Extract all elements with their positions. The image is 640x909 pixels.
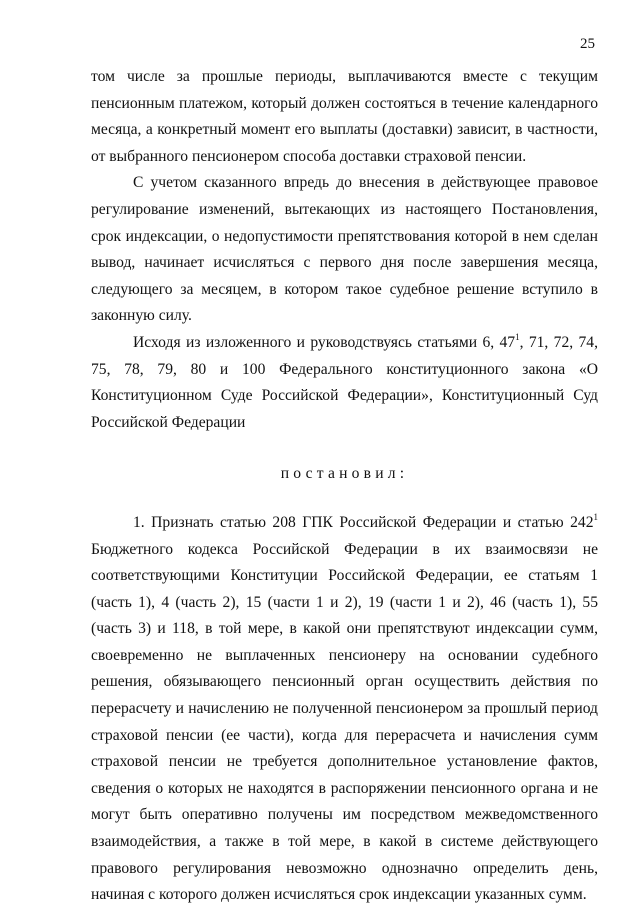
- paragraph-legal-basis: [91, 330, 598, 436]
- superscript-1-article: 1: [593, 511, 598, 522]
- resolution-text-end: Бюджетного кодекса Российской Федерации в их взаимосвязи не соответствующими Конституции Российской Федерации, ее статьям 1 (часть 1), 4 (часть 2), 15 (части 1 и 2), 19 (части 1 и 2), 46 (часть 1), 55 (часть 3) и 118, в той мере, в какой они препятствуют индексации сумм, своевременно не выплаченных пенсионеру на основании судебного решения, обязывающего пенсионный орган осуществить действия по перерасчету и начислению не полученной пенсионером за прошлый период страховой пенсии (ее части), когда для перерасчета и начисления сумм страховой пенсии не требуется дополнительное установление фактов, сведения о которых не находятся в распоряжении пенсионного органа и не могут быть оперативно получены им посредством межведомственного взаимодействия, а также в той мере, в какой в системе действующего правового регулирования невозможно однозначно определить день, начиная с которого должен исчисляться срок индексации указанных сумм.: [91, 540, 598, 904]
- document-body: [91, 64, 598, 909]
- page-number: 25: [580, 36, 595, 52]
- resolution-text-start: 1. Признать статью 208 ГПК Российской Федерации и статью 242: [133, 513, 594, 531]
- legal-basis-text-end: , 71, 72, 74, 75, 78, 79, 80 и 100 Федерального конституционного закона «О Конституционном Суде Российской Федерации», Конституционный Суд Российской Федерации: [91, 333, 598, 431]
- paragraph-indexation-term: С учетом сказанного впредь до внесения в действующее правовое регулирование изменений, вытекающих из настоящего Постановления, срок индексации, о недопустимости препятствования которой в нем сделан вывод, начинает исчисляться с первого дня после завершения месяца, следующего за месяцем, в котором такое судебное решение вступило в законную силу.: [91, 174, 598, 325]
- legal-basis-text-start: Исходя из изложенного и руководствуясь статьями 6, 47: [133, 333, 516, 351]
- paragraph-continuation: том числе за прошлые периоды, выплачиваются вместе с текущим пенсионным платежом, который должен состояться в течение календарного месяца, а конкретный момент его выплаты (доставки) зависит, в частности, от выбранного пенсионером способа доставки страховой пенсии.: [91, 68, 598, 165]
- resolution-heading: постановил:: [280, 465, 409, 483]
- superscript-1: 1: [515, 331, 520, 342]
- paragraph-resolution-item-1: [91, 510, 598, 909]
